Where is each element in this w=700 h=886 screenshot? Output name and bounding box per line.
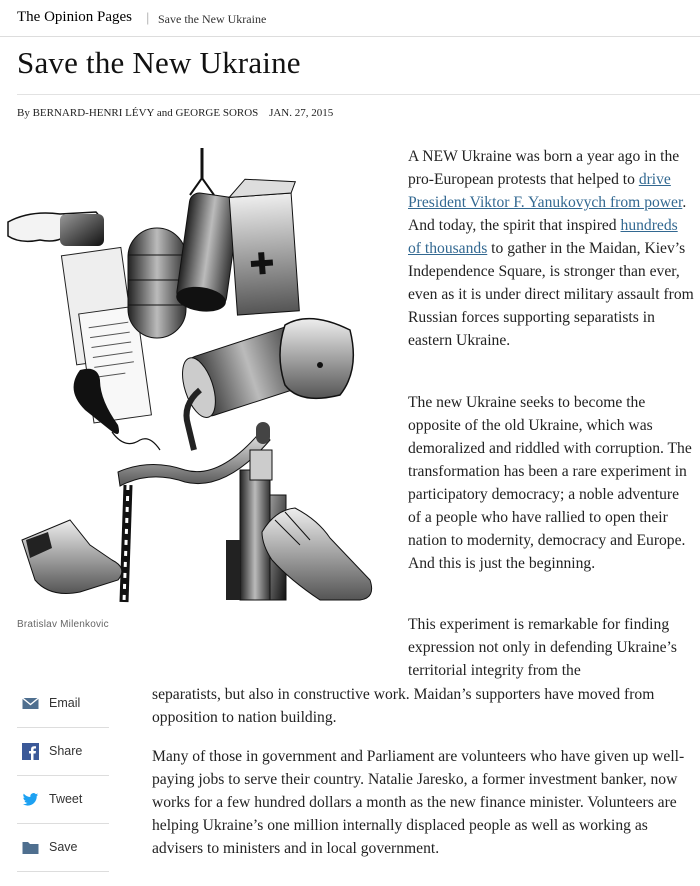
publish-date: JAN. 27, 2015 [269,107,334,119]
author-link-soros[interactable]: GEORGE SOROS [175,107,259,119]
p3-text-top: This experiment is remarkable for finding expression not only in defending Ukraine’s territorial integrity from the [408,616,677,679]
headline-divider [17,94,700,95]
article-headline: Save the New Ukraine [17,45,301,80]
p1-text-c: to gather in the Maidan, Kiev’s Independence Square, is stronger than ever, even as it is under direct military assault from Russian forces supporting separatists in eastern Ukraine. [408,240,694,349]
breadcrumb-separator: | [146,10,150,25]
p1-text-b: . And today, the spirit that inspired [408,194,687,234]
link-drive-yanukovych-from-power[interactable]: drive President Viktor F. Yanukovych from power [408,171,683,211]
section-link-opinion-pages[interactable]: The Opinion Pages [17,9,132,25]
paragraph-2 [408,391,694,575]
top-navigation-bar [0,0,700,37]
p2-text: The new Ukraine seeks to become the opposite of the old Ukraine, which was demoralized and riddled with corruption. The transformation has been a rare experiment in participatory democracy; a noble adventure of a people who have rallied to open their nation to modernity, democracy and Europe. And this is just the beginning. [408,394,692,572]
envelope-icon [22,695,39,712]
share-email-button[interactable] [17,680,109,728]
share-twitter-label: Tweet [49,792,83,806]
save-article-button[interactable] [17,824,109,872]
share-email-label: Email [49,696,81,710]
paragraph-3-bottom [152,683,696,729]
byline [17,107,333,119]
paragraph-1 [408,145,694,352]
author-link-levy[interactable]: BERNARD-HENRI LÉVY [32,107,155,119]
paragraph-4 [152,745,696,860]
p3-text-bottom: separatists, but also in constructive work. Maidan’s supporters have moved from opposition to nation building. [152,686,655,726]
byline-prefix: By [17,107,30,119]
share-facebook-label: Share [49,744,83,758]
article-illustration [0,140,384,612]
save-article-label: Save [49,840,78,854]
share-twitter-button[interactable] [17,776,109,824]
p4-text: Many of those in government and Parliament are volunteers who have given up well-paying jobs to serve their country. Natalie Jaresko, a former investment banker, now works for a few hundred dollars a month as the new finance minister. Volunteers are helping Ukraine’s one million internally displaced people as well as working as advisers to ministers and in local government. [152,748,685,857]
link-hundreds-of-thousands[interactable]: hundreds of thousands [408,217,678,257]
folder-icon [22,839,39,856]
image-credit: Bratislav Milenkovic [17,619,109,630]
share-facebook-button[interactable] [17,728,109,776]
byline-and: and [156,107,173,119]
p1-text-a: A NEW Ukraine was born a year ago in the pro-European protests that helped to [408,148,680,188]
twitter-icon [22,791,39,808]
breadcrumb-article-title[interactable]: Save the New Ukraine [158,12,267,26]
paragraph-3-top [408,613,694,682]
share-tools [17,680,109,872]
facebook-icon [22,743,39,760]
